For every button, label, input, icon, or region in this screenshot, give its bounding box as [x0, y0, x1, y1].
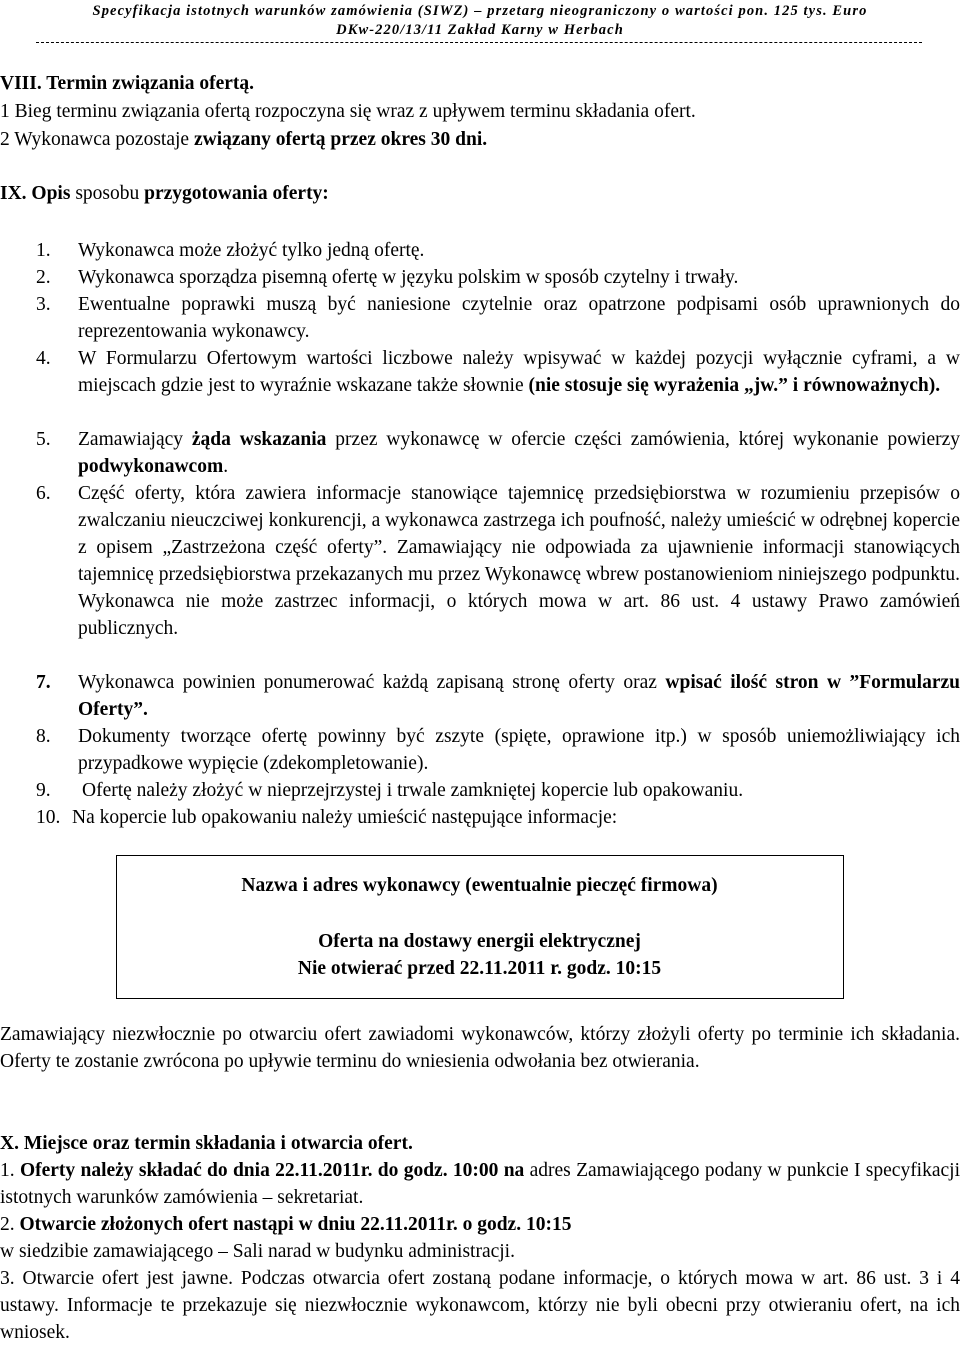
- list-item-number: 10.: [36, 807, 61, 828]
- list-item-number: 9.: [36, 780, 51, 801]
- list-item: Wykonawca sporządza pisemną ofertę w języku polskim w sposób czytelny i trwały.: [78, 267, 739, 288]
- header-reference: DKw-220/13/11 Zakład Karny w Herbach: [336, 22, 624, 38]
- section-x-heading: X. Miejsce oraz termin składania i otwarcia ofert.: [0, 1133, 413, 1154]
- section-x-paragraph-2: 2. Otwarcie złożonych ofert nastąpi w dniu 22.11.2011r. o godz. 10:15 w siedzibie zamawiającego – Sali narad w budynku administracji.: [0, 1214, 572, 1262]
- envelope-line-subject: Oferta na dostawy energii elektrycznej: [318, 931, 641, 952]
- list-item: Ofertę należy złożyć w nieprzejrzystej i trwale zamkniętej kopercie lub opakowaniu.: [82, 780, 744, 801]
- envelope-label-box: [116, 855, 844, 999]
- list-item-number: 7.: [36, 672, 51, 693]
- late-offers-paragraph: Zamawiający niezwłocznie po otwarciu ofert zawiadomi wykonawców, którzy złożyli oferty po terminie ich składania. Oferty te zostanie zwrócona po upływie terminu do wniesienia odwołania bez otwierania.: [0, 1024, 960, 1072]
- list-item-number: 6.: [36, 483, 51, 504]
- list-item: Wykonawca powinien ponumerować każdą zapisaną stronę oferty oraz wpisać ilość stron w ”Formularzu Oferty”.: [78, 672, 960, 720]
- section-viii-paragraph-1: 1 Bieg terminu związania ofertą rozpoczyna się wraz z upływem terminu składania ofert.: [0, 101, 696, 122]
- section-ix-heading: IX. Opis sposobu przygotowania oferty:: [0, 183, 329, 204]
- list-item-number: 5.: [36, 429, 51, 450]
- list-item-number: 8.: [36, 726, 51, 747]
- list-item: Zamawiający żąda wskazania przez wykonawcę w ofercie części zamówienia, której wykonanie powierzy podwykonawcom.: [78, 429, 960, 477]
- envelope-line-do-not-open: Nie otwierać przed 22.11.2011 r. godz. 10:15: [297, 958, 662, 979]
- list-item-number: 4.: [36, 348, 51, 369]
- section-viii-heading: VIII. Termin związania ofertą.: [0, 73, 255, 94]
- list-item: Na kopercie lub opakowaniu należy umieścić następujące informacje:: [72, 807, 618, 828]
- header-title: Specyfikacja istotnych warunków zamówienia (SIWZ) – przetarg nieograniczony o wartości pon. 125 tys. Euro: [92, 3, 868, 19]
- list-item-number: 3.: [36, 294, 51, 315]
- list-item: Wykonawca może złożyć tylko jedną ofertę.: [78, 240, 425, 261]
- list-item: Dokumenty tworzące ofertę powinny być zszyte (spięte, oprawione itp.) w sposób uniemożliwiający ich przypadkowe wypięcie (zdekompletowanie).: [78, 726, 960, 774]
- list-item-number: 2.: [36, 267, 51, 288]
- header-divider: [36, 42, 922, 43]
- list-item: W Formularzu Ofertowym wartości liczbowe należy wpisywać w każdej pozycji wyłącznie cyframi, a w miejscach gdzie jest to wyraźnie wskazane także słownie (nie stosuje się wyrażenia „jw.” i równoważnych).: [78, 348, 960, 396]
- list-item: Część oferty, która zawiera informacje stanowiące tajemnicę przedsiębiorstwa w rozumieniu przepisów o zwalczaniu nieuczciwej konkurencji, a wykonawca zastrzega ich poufność, należy umieścić w odrębnej kopercie z opisem „Zastrzeżona część oferty”. Zamawiający nie odpowiada za ujawnienie informacji stanowiących tajemnicę przedsiębiorstwa przekazanych mu przez Wykonawcę wbrew postanowieniom niniejszego podpunktu. Wykonawca nie może zastrzec informacji, o których mowa w art. 86 ust. 4 ustawy Prawo zamówień publicznych.: [78, 483, 960, 639]
- section-viii-paragraph-2: 2 Wykonawca pozostaje związany ofertą przez okres 30 dni.: [0, 129, 488, 150]
- list-item-number: 1.: [36, 240, 51, 261]
- list-item: Ewentualne poprawki muszą być naniesione czytelnie oraz opatrzone podpisami osób uprawnionych do reprezentowania wykonawcy.: [78, 294, 960, 342]
- envelope-line-contractor: Nazwa i adres wykonawcy (ewentualnie pieczęć firmowa): [241, 875, 718, 896]
- section-x-paragraph-1: 1. Oferty należy składać do dnia 22.11.2011r. do godz. 10:00 na adres Zamawiającego podany w punkcie I specyfikacji istotnych warunków zamówienia – sekretariat.: [0, 1160, 960, 1208]
- section-x-paragraph-3: 3. Otwarcie ofert jest jawne. Podczas otwarcia ofert zostaną podane informacje, o których mowa w art. 86 ust. 3 i 4 ustawy. Informacje te przekazuje się niezwłocznie wykonawcom, którzy nie byli obecni przy otwieraniu ofert, na ich wniosek.: [0, 1268, 960, 1343]
